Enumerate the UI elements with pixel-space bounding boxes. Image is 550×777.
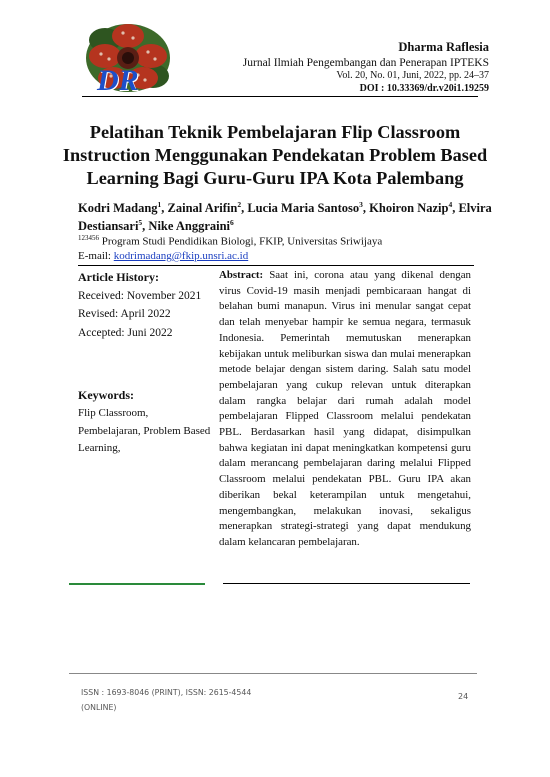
volume-info: Vol. 20, No. 01, Juni, 2022, pp. 24–37 — [336, 70, 489, 81]
green-divider — [69, 583, 205, 585]
author-sup: 1 — [157, 199, 162, 209]
author-name: Zainal Arifin — [167, 201, 238, 215]
email-line — [78, 250, 248, 262]
journal-header — [243, 40, 489, 95]
affiliation-sup: 123456 — [78, 234, 99, 242]
revised-date: Revised: April 2022 — [78, 308, 171, 321]
author-name: Elvira Destiansari — [78, 201, 492, 234]
footer-divider — [69, 673, 477, 674]
logo-text: DR — [97, 64, 139, 97]
email-link[interactable]: kodrimadang@fkip.unsri.ac.id — [113, 250, 249, 262]
author-name: Lucia Maria Santoso — [247, 201, 360, 215]
abstract-heading: Abstract: — [219, 269, 264, 281]
author-sup: 2 — [237, 199, 242, 209]
author-sup: 5 — [138, 217, 143, 227]
footer-issn: ISSN : 1693-8046 (PRINT), ISSN: 2615-4544 (ONLINE) — [81, 688, 252, 712]
accepted-date: Accepted: Juni 2022 — [78, 327, 173, 340]
journal-name: Dharma Raflesia — [398, 40, 489, 54]
journal-logo — [83, 18, 173, 96]
affiliation — [78, 234, 382, 248]
received-date: Received: November 2021 — [78, 289, 202, 302]
author-sup: 6 — [230, 217, 234, 227]
black-divider — [223, 583, 470, 584]
header-divider — [82, 96, 478, 97]
keywords-text: Flip Classroom, Pembelajaran, Problem Based Learning, — [78, 407, 211, 455]
author-sup: 4 — [448, 199, 453, 209]
keywords-heading: Keywords: — [78, 388, 134, 402]
abstract-text: Saat ini, corona atau yang dikenal dengan virus Covid-19 masih menjadi pembicaraan hangat di belahan bumi manapun. Virus ini menular sangat cepat dan telah menyebar hampir ke semua negara, termasuk Indonesia. Pemerintah memutuskan menerapkan kebijakan untuk meliburkan siswa dan mulai menerapkan metode belajar dengan sistem daring. Salah satu model pembelajaran yang cukup relevan untuk diterapkan dalam rangka belajar dari rumah adalah model pembelajaran Flipped Classroom melalui pendekatan PBL. Berdasarkan hasil yang didapat, disimpulkan bahwa kegiatan ini dapat meningkatkan kompetensi guru dalam merancang pembelajaran daring melalui Flipped Classroom melalui pendekatan PBL. Guru IPA akan diberikan bekal keterampilan untuk mengetahui, mengembangkan, melakukan inovasi, sekaligus menerapkan strategi-strategi yang dapat mendukung dalam kelancaran pembelajaran. — [219, 269, 471, 548]
journal-full-name: Jurnal Ilmiah Pengembangan dan Penerapan IPTEKS — [242, 56, 489, 69]
author-list: Kodri Madang$^1$, Zainal Arifin$^2$, Lucia Maria Santoso$^3$, Khoiron Nazip$^4$, Elvira Destiansari$^5$, Nike Anggraini$^6$ — [78, 199, 492, 234]
section-divider — [78, 265, 474, 266]
page-number: 24 — [458, 692, 469, 701]
affiliation-text: Program Studi Pendidikan Biologi, FKIP, Universitas Sriwijaya — [99, 235, 383, 248]
article-title: Pelatihan Teknik Pembelajaran Flip Classroom Instruction Menggunakan Pendekatan Problem Based Learning Bagi Guru-Guru IPA Kota Palembang — [62, 122, 488, 188]
author-sup: 3 — [359, 199, 363, 209]
email-label: E-mail: — [78, 250, 114, 262]
author-name: Khoiron Nazip — [369, 201, 449, 215]
author-name: Kodri Madang — [78, 201, 158, 215]
article-history — [78, 268, 213, 344]
abstract — [219, 268, 471, 551]
keywords — [78, 386, 213, 458]
author-name: Nike Anggraini — [148, 219, 231, 234]
doi: DOI : 10.33369/dr.v20i1.19259 — [359, 82, 489, 94]
history-heading: Article History: — [78, 270, 159, 284]
